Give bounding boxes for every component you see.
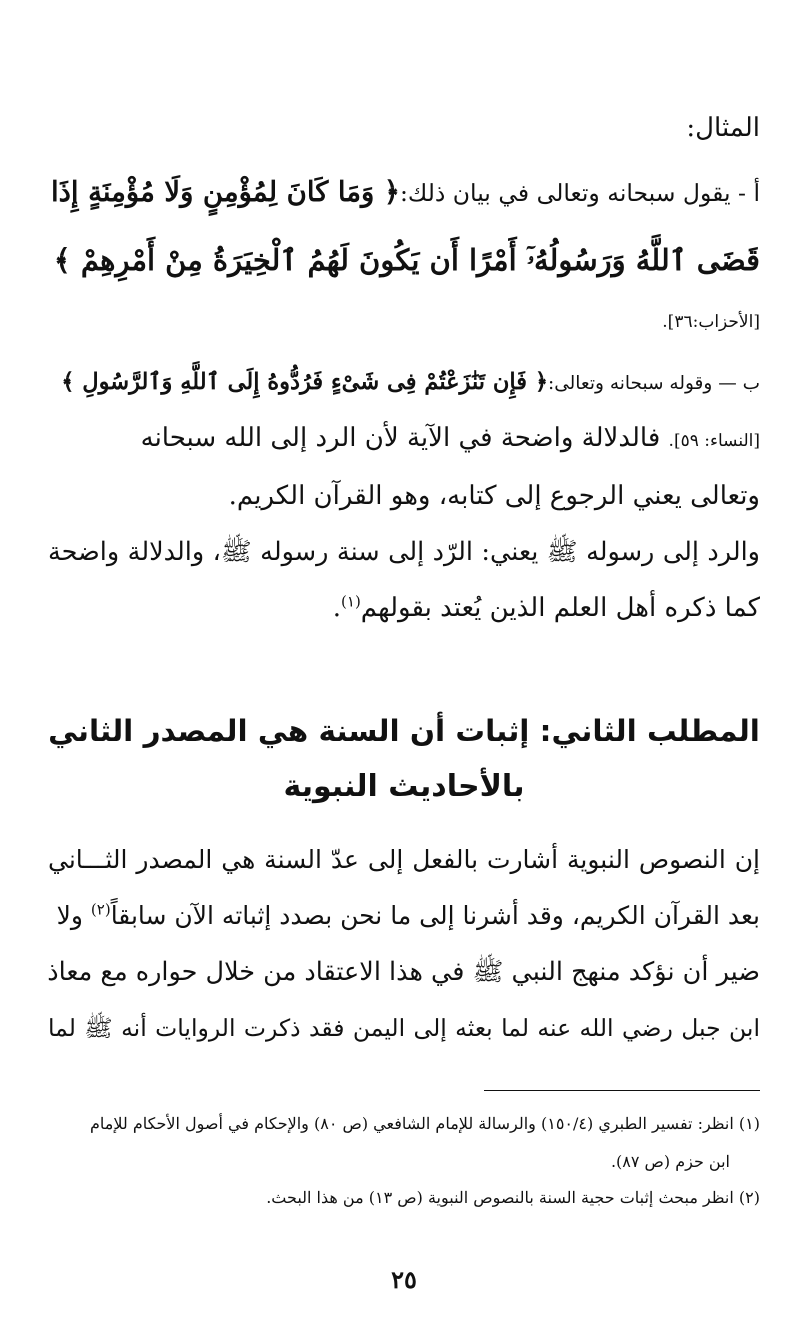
page-number: ٢٥ bbox=[391, 1265, 417, 1294]
para-b-line-1 bbox=[48, 360, 760, 406]
para-a-intro: أ - يقول سبحانه وتعالى في بيان ذلك: bbox=[399, 179, 760, 207]
quran-verse-nisa: ﴿ فَإِن تَنَٰزَعْتُمْ فِى شَىْءٍ فَرُدُّوهُ إِلَى ٱللَّهِ وَٱلرَّسُولِ ﴾ bbox=[61, 369, 548, 395]
section-heading-line-1: المطلب الثاني: إثبات أن السنة هي المصدر الثاني bbox=[48, 714, 760, 748]
example-label: المثال: bbox=[686, 113, 760, 143]
para-c-line-2 bbox=[48, 586, 760, 630]
ref-ahzab: [الأحزاب:٣٦]. bbox=[662, 312, 760, 332]
body-line-3: ضير أن نؤكد منهج النبي ﷺ في هذا الاعتقاد من خلال حواره مع معاذ bbox=[47, 957, 760, 987]
quran-verse-ahzab-part-2: قَضَى ٱللَّهُ وَرَسُولُهُۥٓ أَمْرًا أَن يَكُونَ لَهُمُ ٱلْخِيَرَةُ مِنْ أَمْرِهِمْ ﴾ bbox=[53, 243, 760, 277]
para-b-intro: ب — وقوله سبحانه وتعالى: bbox=[548, 373, 760, 394]
body-line-2-text: بعد القرآن الكريم، وقد أشرنا إلى ما نحن بصدد إثباته الآن سابقاً bbox=[110, 901, 760, 930]
body-line-1: إن النصوص النبوية أشارت بالفعل إلى عدّ السنة هي المصدر الثـــاني bbox=[48, 845, 760, 874]
para-c-end: . bbox=[332, 593, 342, 623]
body-line-2-end: ولا bbox=[56, 901, 91, 930]
ref-nisa: [النساء: ٥٩]. bbox=[668, 431, 760, 451]
para-c-text: كما ذكره أهل العلم الذين يُعتد بقولهم bbox=[360, 593, 760, 623]
footnote-1-line-2: ابن حزم (ص ٨٧). bbox=[610, 1152, 730, 1171]
para-c-line-1: والرد إلى رسوله ﷺ يعني: الرّد إلى سنة رسوله ﷺ، والدلالة واضحة bbox=[48, 537, 760, 567]
footnote-ref-1: (١) bbox=[341, 592, 361, 611]
section-heading-line-2: بالأحاديث النبوية bbox=[283, 769, 525, 804]
footnote-1-line-1: (١) انظر: تفسير الطبري (١٥٠/٤) والرسالة للإمام الشافعي (ص ٨٠) والإحكام في أصول الأحكام للإمام bbox=[89, 1114, 760, 1133]
body-line-4: ابن جبل رضي الله عنه لما بعثه إلى اليمن فقد ذكرت الروايات أنه ﷺ لما bbox=[48, 1014, 760, 1042]
para-b-line-2 bbox=[48, 416, 760, 463]
para-a-line-1 bbox=[48, 170, 760, 215]
document-page bbox=[48, 0, 760, 1327]
para-b-line-3: وتعالى يعني الرجوع إلى كتابه، وهو القرآن الكريم. bbox=[228, 481, 760, 511]
footnote-2: (٢) انظر مبحث إثبات حجية السنة بالنصوص النبوية (ص ١٣) من هذا البحث. bbox=[266, 1188, 760, 1207]
footnote-separator bbox=[484, 1090, 760, 1091]
body-line-2 bbox=[48, 894, 760, 938]
para-b-explanation: فالدلالة واضحة في الآية لأن الرد إلى الله سبحانه bbox=[140, 423, 669, 453]
quran-verse-ahzab-part-1: ﴿ وَمَا كَانَ لِمُؤْمِنٍ وَلَا مُؤْمِنَةٍ إِذَا bbox=[51, 176, 400, 208]
footnote-ref-2: (٢) bbox=[90, 900, 111, 919]
